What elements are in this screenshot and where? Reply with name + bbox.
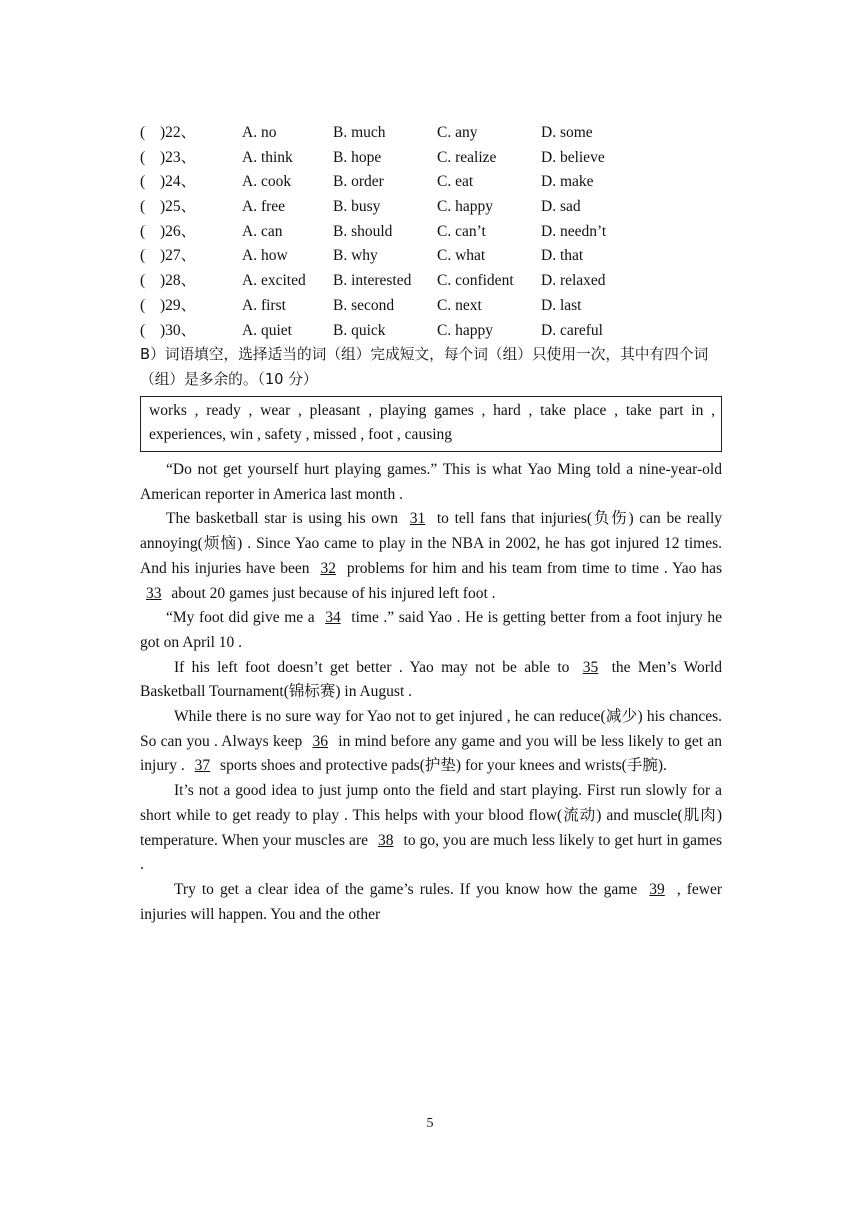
passage-text: the Men’s World Basketball Tournament(锦标赛) in August . <box>140 658 723 701</box>
passage-text: , fewer injuries will happen. You and the other <box>140 880 723 923</box>
blank-38: 38 <box>378 831 394 849</box>
option-d: D. sad <box>541 198 581 216</box>
passage-text: time .” said Yao . He is getting better from a foot injury he got on April 10 . <box>140 609 723 651</box>
question-number: )25、 <box>160 198 197 216</box>
paragraph-6 <box>140 779 722 878</box>
option-a: A. excited <box>242 272 306 290</box>
answer-paren: ( <box>140 222 146 240</box>
option-a: A. cook <box>242 173 292 191</box>
option-a: A. how <box>242 247 288 265</box>
question-row <box>140 220 722 245</box>
option-a: A. first <box>242 296 286 314</box>
option-c: C. can’t <box>437 222 486 240</box>
option-d: D. make <box>541 173 594 191</box>
answer-paren: ( <box>140 247 146 265</box>
blank-34: 34 <box>325 609 341 627</box>
option-b: B. why <box>333 247 378 265</box>
option-c: C. any <box>437 124 478 141</box>
option-d: D. relaxed <box>541 272 606 290</box>
passage-text: “My foot did give me a <box>166 609 315 627</box>
passage-text: The basketball star is using his own <box>166 510 399 528</box>
question-number: )24、 <box>160 173 197 191</box>
option-a: A. think <box>242 148 293 166</box>
option-b: B. hope <box>333 148 382 166</box>
blank-33: 33 <box>146 584 162 602</box>
option-c: C. confident <box>437 272 514 290</box>
blank-39: 39 <box>649 880 665 898</box>
blank-31: 31 <box>409 510 426 528</box>
option-d: D. that <box>541 247 584 265</box>
question-list <box>140 121 722 343</box>
option-d: D. last <box>541 296 582 314</box>
passage-text: Try to get a clear idea of the game’s rules. If you know how the game <box>174 880 638 898</box>
option-c: C. next <box>437 296 482 314</box>
page-number: 5 <box>426 1116 434 1131</box>
answer-paren: ( <box>140 148 146 166</box>
option-b: B. much <box>333 124 386 141</box>
option-d: D. believe <box>541 148 605 166</box>
option-a: A. can <box>242 222 283 240</box>
answer-paren: ( <box>140 321 146 339</box>
passage-text: to go, you are much less likely to get hurt in games . <box>140 831 723 874</box>
paragraph-7 <box>140 878 722 927</box>
question-row <box>140 294 722 319</box>
answer-paren: ( <box>140 272 146 290</box>
blank-37: 37 <box>194 757 211 775</box>
question-row <box>140 244 722 269</box>
passage-text: It’s not a good idea to just jump onto the field and start playing. First run slowly for a short while to get ready to play . This helps with your blood flow(流动) and muscle(肌肉) temperature. When your muscles are <box>140 782 722 849</box>
paragraph-2 <box>140 507 722 606</box>
question-number: )23、 <box>160 148 197 166</box>
question-number: )30、 <box>160 321 197 339</box>
answer-paren: ( <box>140 173 146 191</box>
option-b: B. order <box>333 173 384 191</box>
option-d: D. careful <box>541 321 603 339</box>
paragraph-5 <box>140 705 722 779</box>
answer-paren: ( <box>140 124 146 141</box>
passage <box>140 458 722 927</box>
section-b-heading: B）词语填空，选择适当的词（组）完成短文，每个词（组）只使用一次，其中有四个词（组）是多余的。（10 分） <box>140 346 709 388</box>
question-row <box>140 195 722 220</box>
option-c: C. happy <box>437 198 493 216</box>
option-a: A. free <box>242 198 286 216</box>
question-number: )26、 <box>160 222 197 240</box>
option-d: D. some <box>541 124 593 141</box>
paragraph-1: “Do not get yourself hurt playing games.” This is what Yao Ming told a nine-year-old American reporter in America last month . <box>140 461 722 503</box>
passage-text: problems for him and his team from time to time . Yao has <box>346 559 723 577</box>
option-b: B. should <box>333 222 393 240</box>
question-number: )22、 <box>160 124 197 141</box>
option-b: B. interested <box>333 272 412 290</box>
paragraph-3 <box>140 606 722 655</box>
word-bank-box: works , ready , wear , pleasant , playing games , hard , take place , take part in , experiences, win , safety , missed , foot , causing <box>140 396 722 452</box>
option-c: C. happy <box>437 321 493 339</box>
option-a: A. quiet <box>242 321 292 339</box>
question-row <box>140 146 722 171</box>
option-b: B. quick <box>333 321 386 339</box>
question-row <box>140 170 722 195</box>
option-c: C. eat <box>437 173 474 191</box>
passage-text: If his left foot doesn’t get better . Yao may not be able to <box>174 658 570 676</box>
option-b: B. busy <box>333 198 381 216</box>
blank-32: 32 <box>320 559 336 577</box>
answer-paren: ( <box>140 198 146 216</box>
option-d: D. needn’t <box>541 222 607 240</box>
option-b: B. second <box>333 296 395 314</box>
option-c: C. what <box>437 247 486 265</box>
passage-text: in mind before any game and you will be less likely to get an injury . <box>140 732 723 775</box>
passage-text: about 20 games just because of his injured left foot . <box>171 584 496 602</box>
blank-36: 36 <box>312 732 328 750</box>
question-row <box>140 269 722 294</box>
paragraph-4 <box>140 656 722 705</box>
question-number: )29、 <box>160 296 197 314</box>
passage-text: to tell fans that injuries(负伤) can be really annoying(烦恼) . Since Yao came to play in the NBA in 2002, he has got injured 12 times. And his injuries have been <box>140 510 723 577</box>
question-row <box>140 319 722 344</box>
passage-text: While there is no sure way for Yao not to get injured , he can reduce(减少) his chances. So can you . Always keep <box>140 708 722 750</box>
answer-paren: ( <box>140 296 146 314</box>
question-number: )28、 <box>160 272 197 290</box>
option-c: C. realize <box>437 148 497 166</box>
question-row <box>140 121 722 146</box>
blank-35: 35 <box>582 658 599 676</box>
question-number: )27、 <box>160 247 197 265</box>
worksheet-page <box>140 121 722 927</box>
option-a: A. no <box>242 124 277 141</box>
passage-text: sports shoes and protective pads(护垫) for your knees and wrists(手腕). <box>220 757 667 775</box>
